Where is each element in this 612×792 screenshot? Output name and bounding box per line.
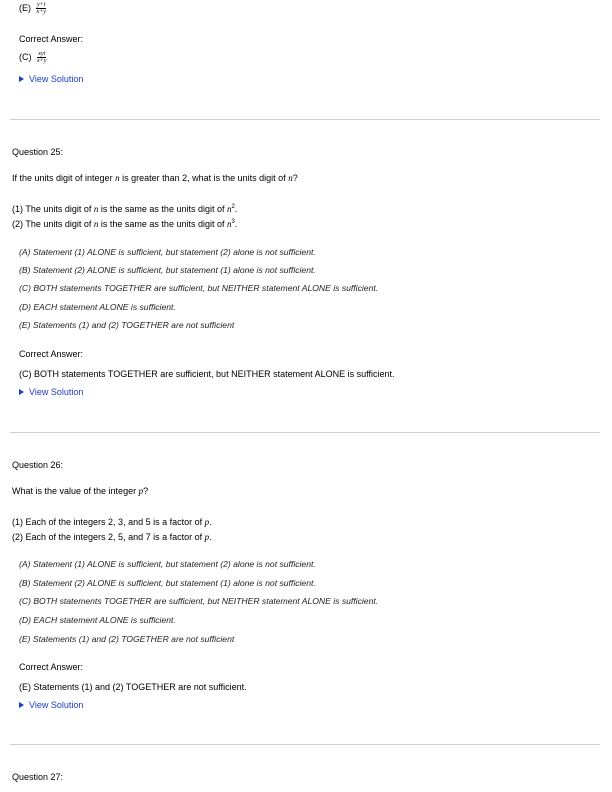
q26-statement-1 — [12, 517, 212, 527]
q26-s2-variable: p — [204, 532, 210, 542]
q25-stem-end: ? — [292, 173, 298, 183]
expand-triangle-icon — [19, 389, 24, 395]
q24-answer-fraction — [36, 51, 47, 64]
q26-s2-text: (2) Each of the integers 2, 5, and 7 is a factor of — [12, 532, 203, 542]
q24-option-e-fraction — [36, 2, 47, 15]
q26-statement-2 — [12, 532, 212, 542]
q25-statement-1 — [12, 204, 237, 214]
q24-option-e — [19, 2, 47, 15]
q26-title: Question 26: — [12, 460, 64, 470]
q24-option-e-numerator: y+t — [37, 2, 46, 8]
q25-s2-exponent: 3 — [231, 219, 235, 225]
q26-stem-end: ? — [143, 486, 149, 496]
q26-option-c[interactable]: (C) BOTH statements TOGETHER are sufficient, but NEITHER statement ALONE is sufficient. — [19, 596, 379, 606]
divider — [10, 432, 600, 433]
q25-answer: (C) BOTH statements TOGETHER are sufficient, but NEITHER statement ALONE is sufficient. — [19, 369, 395, 379]
q25-s2-text-2: is the same as the units digit of — [100, 219, 225, 229]
q26-s2-end: . — [209, 532, 212, 542]
q25-option-a[interactable]: (A) Statement (1) ALONE is sufficient, but statement (2) alone is not sufficient. — [19, 247, 316, 257]
q26-correct-answer-label: Correct Answer: — [19, 662, 84, 672]
q25-stem-variable: n — [115, 173, 120, 183]
q24-answer-label: (C) — [19, 51, 32, 62]
q26-stem-text: What is the value of the integer — [12, 486, 137, 496]
q25-option-c[interactable]: (C) BOTH statements TOGETHER are sufficient, but NEITHER statement ALONE is sufficient. — [19, 283, 379, 293]
q25-option-b[interactable]: (B) Statement (2) ALONE is sufficient, but statement (1) alone is not sufficient. — [19, 265, 316, 275]
q26-option-d[interactable]: (D) EACH statement ALONE is sufficient. — [19, 615, 176, 625]
q25-s1-exponent: 2 — [231, 204, 235, 210]
q25-s1-end: . — [234, 204, 238, 214]
q26-view-solution-link[interactable] — [19, 700, 83, 710]
q25-s1-text: (1) The units digit of — [12, 204, 92, 214]
q26-stem-variable: p — [138, 486, 144, 496]
q26-stem — [12, 486, 148, 496]
q25-s1-variable-2: n — [227, 204, 232, 214]
q25-statement-2 — [12, 219, 237, 229]
q26-s1-end: . — [209, 517, 212, 527]
q24-view-solution-link[interactable] — [19, 74, 83, 84]
q26-answer: (E) Statements (1) and (2) TOGETHER are not sufficient. — [19, 682, 247, 692]
q25-s1-text-2: is the same as the units digit of — [100, 204, 225, 214]
q25-stem — [12, 173, 298, 183]
q26-s1-variable: p — [204, 517, 210, 527]
q24-answer — [19, 51, 47, 64]
q25-correct-answer-label: Correct Answer: — [19, 349, 84, 359]
q25-stem-variable-2: n — [288, 173, 293, 183]
q25-view-solution-link[interactable] — [19, 387, 83, 397]
expand-triangle-icon — [19, 76, 24, 82]
q25-s2-variable-2: n — [227, 219, 232, 229]
q26-option-a[interactable]: (A) Statement (1) ALONE is sufficient, but statement (2) alone is not sufficient. — [19, 559, 316, 569]
q24-correct-answer-label: Correct Answer: — [19, 34, 84, 44]
q26-s1-text: (1) Each of the integers 2, 3, and 5 is a factor of — [12, 517, 203, 527]
divider — [10, 119, 600, 120]
q25-s1-variable: n — [93, 204, 99, 214]
q25-s2-variable: n — [93, 219, 99, 229]
q25-title: Question 25: — [12, 147, 64, 157]
q25-s2-text: (2) The units digit of — [12, 219, 92, 229]
q24-view-solution-label: View Solution — [29, 74, 84, 84]
q25-s2-end: . — [234, 219, 238, 229]
q24-answer-numerator: xyt — [38, 51, 46, 57]
q24-option-e-label: (E) — [19, 2, 31, 13]
q27-title: Question 27: — [12, 772, 64, 782]
q24-answer-denominator: x+y — [37, 58, 47, 64]
q25-stem-text: If the units digit of integer — [12, 173, 113, 183]
divider — [10, 744, 600, 745]
q26-option-e[interactable]: (E) Statements (1) and (2) TOGETHER are not sufficient — [19, 634, 235, 644]
q25-view-solution-label: View Solution — [29, 387, 84, 397]
q25-stem-text-2: is greater than 2, what is the units digit of — [122, 173, 286, 183]
q25-option-d[interactable]: (D) EACH statement ALONE is sufficient. — [19, 302, 176, 312]
expand-triangle-icon — [19, 702, 24, 708]
q25-option-e[interactable]: (E) Statements (1) and (2) TOGETHER are not sufficient — [19, 320, 235, 330]
q26-option-b[interactable]: (B) Statement (2) ALONE is sufficient, but statement (1) alone is not sufficient. — [19, 578, 316, 588]
q26-view-solution-label: View Solution — [29, 700, 84, 710]
q24-option-e-denominator: x+y — [36, 9, 46, 15]
